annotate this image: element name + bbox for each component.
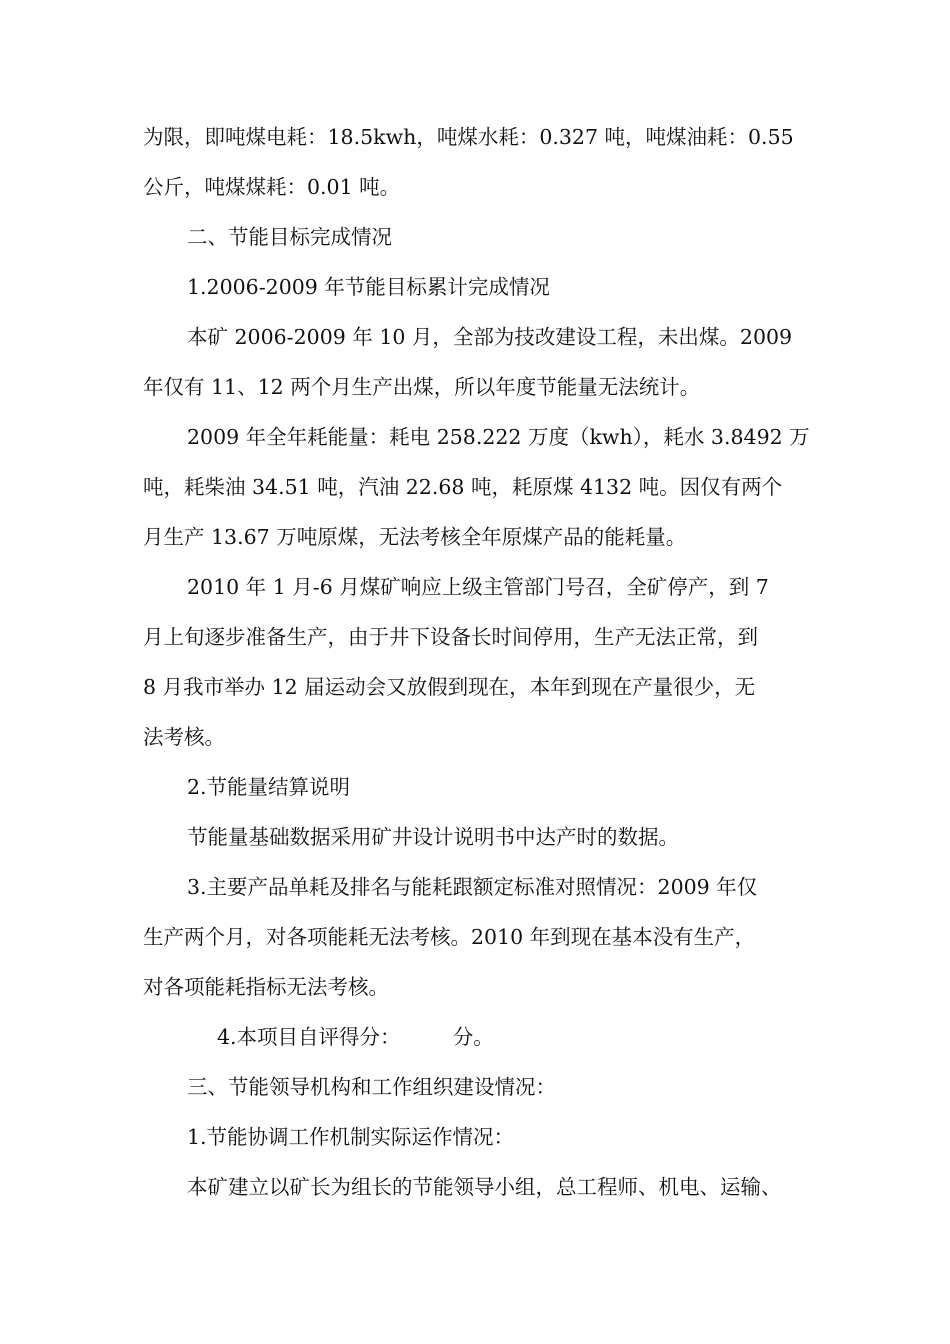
text-line: 8 月我市举办 12 届运动会又放假到现在，本年到现在产量很少，无 [143, 675, 756, 699]
text-line: 对各项能耗指标无法考核。 [143, 975, 389, 999]
text-line: 本矿建立以矿长为组长的节能领导小组，总工程师、机电、运输、 [187, 1175, 782, 1199]
section-heading: 二、节能目标完成情况 [187, 225, 392, 249]
subsection-heading: 1.节能协调工作机制实际运作情况： [187, 1125, 515, 1149]
text-line: 月上旬逐步准备生产，由于井下设备长时间停用，生产无法正常，到 [143, 625, 758, 649]
text-line: 节能量基础数据采用矿井设计说明书中达产时的数据。 [187, 825, 679, 849]
document-body [143, 112, 811, 1212]
self-score-line: 4.本项目自评得分： 分。 [217, 1025, 494, 1049]
text-line: 生产两个月，对各项能耗无法考核。2010 年到现在基本没有生产， [143, 925, 756, 949]
subsection-heading: 3.主要产品单耗及排名与能耗跟额定标准对照情况：2009 年仅 [187, 875, 758, 899]
text-line: 法考核。 [143, 725, 225, 749]
section-heading: 三、节能领导机构和工作组织建设情况： [187, 1075, 556, 1099]
subsection-heading: 2.节能量结算说明 [187, 775, 351, 799]
text-line: 吨，耗柴油 34.51 吨，汽油 22.68 吨，耗原煤 4132 吨。因仅有两个 [143, 475, 783, 499]
subsection-heading: 1.2006-2009 年节能目标累计完成情况 [187, 275, 550, 299]
text-line: 2009 年全年耗能量：耗电 258.222 万度（kwh），耗水 3.8492 万 [187, 425, 810, 449]
text-line: 月生产 13.67 万吨原煤，无法考核全年原煤产品的能耗量。 [143, 525, 687, 549]
text-line: 年仅有 11、12 两个月生产出煤，所以年度节能量无法统计。 [143, 375, 701, 399]
text-line: 2010 年 1 月-6 月煤矿响应上级主管部门号召，全矿停产，到 7 [187, 575, 769, 599]
text-line: 为限，即吨煤电耗：18.5kwh，吨煤水耗：0.327 吨，吨煤油耗：0.55 [143, 125, 794, 149]
text-line: 本矿 2006-2009 年 10 月，全部为技改建设工程，未出煤。2009 [187, 325, 793, 349]
text-line: 公斤，吨煤煤耗：0.01 吨。 [143, 175, 401, 199]
